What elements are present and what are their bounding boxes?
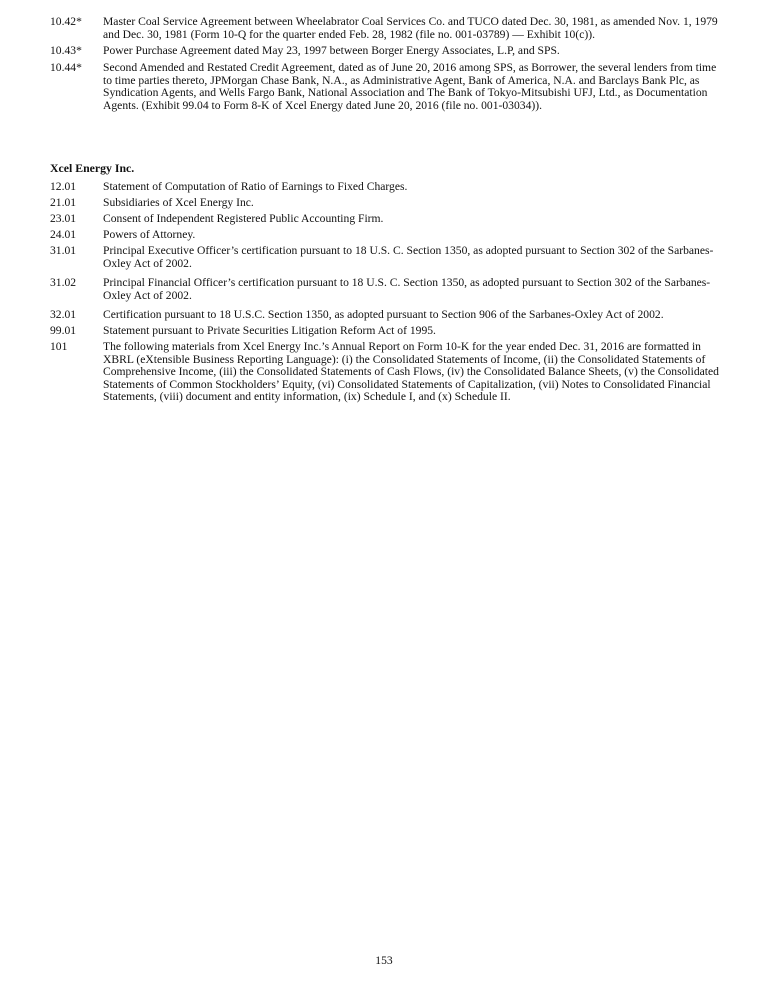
exhibit-row-10-42 [50, 16, 722, 41]
exhibit-row-10-43 [50, 45, 722, 58]
exhibit-row-23-01 [50, 213, 722, 226]
exhibit-number: 31.02 [50, 276, 77, 289]
exhibit-description: Power Purchase Agreement dated May 23, 1997 between Borger Energy Associates, L.P, and SPS. [103, 44, 560, 57]
page-number: 153 [375, 954, 393, 967]
exhibit-description: The following materials from Xcel Energy Inc.’s Annual Report on Form 10-K for the year ended Dec. 31, 2016 are formatted in XBRL (eXtensible Business Reporting Language): (i) the Consolidated Statements of Income, (ii) the Consolidated Statements of Comprehensive Income, (iii) the Consolidated Statements of Cash Flows, (iv) the Consolidated Balance Sheets, (v) the Consolidated Statements of Common Stockholders’ Equity, (vi) Consolidated Statements of Capitalization, (vii) Notes to Consolidated Financial Statements, (viii) document and entity information, (ix) Schedule I, and (x) Schedule II. [103, 340, 719, 403]
exhibit-description: Principal Financial Officer’s certification pursuant to 18 U.S. C. Section 1350, as adopted pursuant to Section 302 of the Sarbanes-Oxley Act of 2002. [103, 276, 711, 302]
exhibit-row-24-01 [50, 229, 722, 242]
exhibit-row-101 [50, 341, 722, 404]
exhibit-number: 101 [50, 340, 68, 353]
exhibit-number: 10.43* [50, 44, 82, 57]
exhibit-description: Principal Executive Officer’s certification pursuant to 18 U.S. C. Section 1350, as adopted pursuant to Section 302 of the Sarbanes-Oxley Act of 2002. [103, 244, 714, 270]
exhibit-number: 99.01 [50, 324, 77, 337]
exhibit-row-10-44 [50, 62, 722, 112]
exhibit-description: Second Amended and Restated Credit Agreement, dated as of June 20, 2016 among SPS, as Borrower, the several lenders from time to time parties thereto, JPMorgan Chase Bank, N.A., as Administrative Agent, Bank of America, N.A. and Barclays Bank Plc, as Syndication Agents, and Wells Fargo Bank, National Association and The Bank of Tokyo-Mitsubishi UFJ, Ltd., as Documentation Agents. (Exhibit 99.04 to Form 8-K of Xcel Energy dated June 20, 2016 (file no. 001-03034)). [103, 61, 717, 112]
exhibit-number: 32.01 [50, 308, 77, 321]
exhibit-description: Consent of Independent Registered Public Accounting Firm. [103, 212, 384, 225]
exhibit-description: Master Coal Service Agreement between Wheelabrator Coal Services Co. and TUCO dated Dec. 30, 1981, as amended Nov. 1, 1979 and Dec. 30, 1981 (Form 10-Q for the quarter ended Feb. 28, 1982 (file no. 001-03789) — Exhibit 10(c)). [103, 15, 718, 41]
exhibit-row-31-01 [50, 245, 722, 270]
exhibit-description: Certification pursuant to 18 U.S.C. Section 1350, as adopted pursuant to Section 906 of the Sarbanes-Oxley Act of 2002. [103, 308, 664, 321]
exhibit-number: 21.01 [50, 196, 77, 209]
exhibit-description: Powers of Attorney. [103, 228, 196, 241]
exhibit-description: Statement pursuant to Private Securities Litigation Reform Act of 1995. [103, 324, 436, 337]
exhibit-number: 12.01 [50, 180, 77, 193]
exhibit-number: 31.01 [50, 244, 77, 257]
exhibit-row-32-01 [50, 309, 722, 322]
exhibit-description: Statement of Computation of Ratio of Earnings to Fixed Charges. [103, 180, 408, 193]
exhibit-row-21-01 [50, 197, 722, 210]
exhibit-number: 10.44* [50, 61, 82, 74]
exhibit-row-31-02 [50, 277, 722, 302]
exhibit-description: Subsidiaries of Xcel Energy Inc. [103, 196, 254, 209]
exhibit-number: 24.01 [50, 228, 77, 241]
section-heading-xcel-energy: Xcel Energy Inc. [50, 161, 135, 175]
exhibit-number: 10.42* [50, 15, 82, 28]
exhibit-row-12-01 [50, 181, 722, 194]
exhibit-number: 23.01 [50, 212, 77, 225]
exhibit-row-99-01 [50, 325, 722, 338]
